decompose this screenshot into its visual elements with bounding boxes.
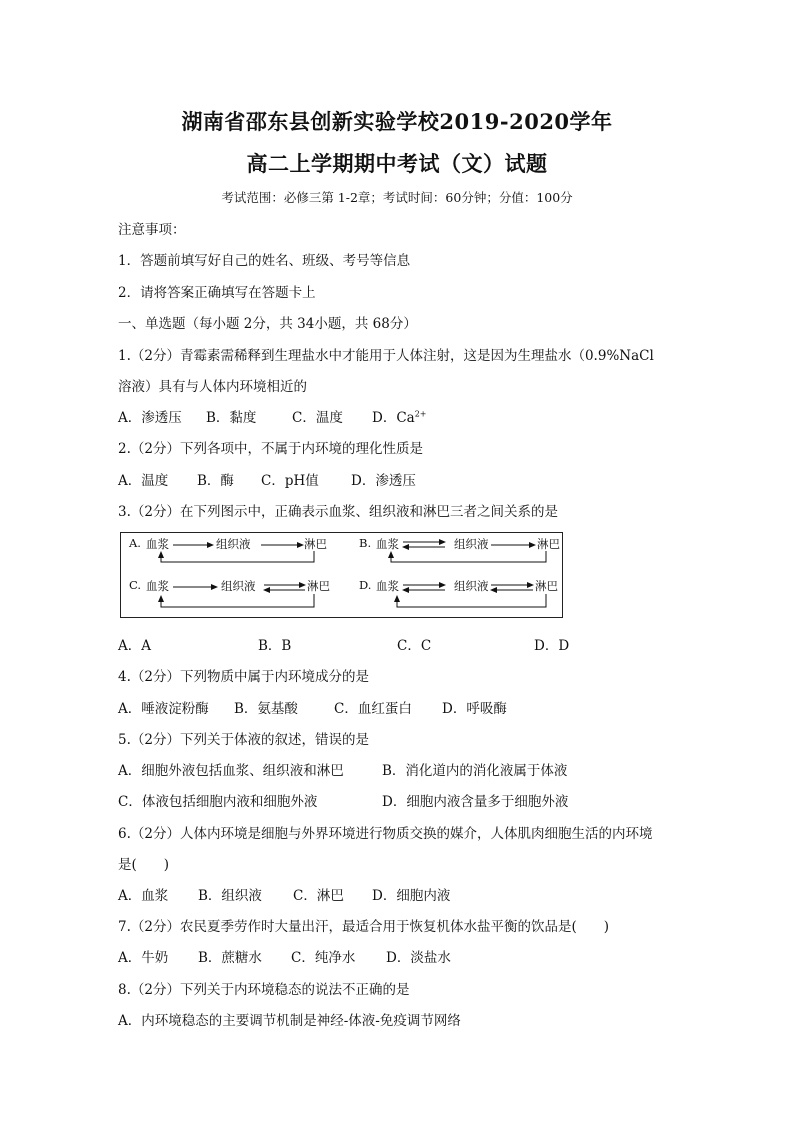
q8-stem: 8.（2分）下列关于内环境稳态的说法不正确的是: [118, 982, 410, 998]
fig-b-tissue: 组织液: [454, 537, 489, 551]
q6-option-b: B．组织液: [198, 888, 262, 904]
q3-figure-arrows: [121, 533, 562, 617]
fig-a-plasma: 血浆: [146, 537, 169, 551]
q3-option-b: B．B: [258, 638, 292, 654]
fig-b-tag: B.: [359, 536, 372, 550]
q4-option-a: A．唾液淀粉酶: [118, 701, 209, 717]
q2-option-b: B．酶: [197, 473, 234, 489]
q4-option-b: B．氨基酸: [234, 701, 298, 717]
fig-c-tissue: 组织液: [221, 579, 256, 593]
q1-option-d-sup: 2+: [414, 409, 427, 419]
notes-heading: 注意事项：: [118, 222, 186, 238]
q2-option-c: C．pH值: [261, 473, 319, 489]
title-line-2: 高二上学期期中考试（文）试题: [246, 151, 548, 176]
fig-a-lymph: 淋巴: [304, 537, 327, 551]
q1-option-d-text: D．Ca: [372, 410, 415, 426]
q5-stem: 5.（2分）下列关于体液的叙述，错误的是: [118, 732, 369, 748]
q1-option-d: [372, 406, 427, 426]
q6-option-d: D．细胞内液: [372, 888, 451, 904]
q3-figure: [120, 532, 563, 618]
q1-stem-line-2: 溶液）具有与人体内环境相近的: [118, 379, 307, 395]
q1-option-b: B．黏度: [206, 410, 257, 426]
q3-option-c: C．C: [397, 638, 432, 654]
q4-stem: 4.（2分）下列物质中属于内环境成分的是: [118, 669, 369, 685]
fig-c-plasma: 血浆: [146, 579, 169, 593]
q6-stem-line-1: 6.（2分）人体内环境是细胞与外界环境进行物质交换的媒介，人体肌肉细胞生活的内环境: [118, 826, 653, 842]
note-item-2: 2．请将答案正确填写在答题卡上: [118, 285, 316, 301]
q5-option-c: C．体液包括细胞内液和细胞外液: [118, 794, 318, 810]
fig-d-tag: D.: [359, 578, 372, 592]
q4-option-c: C．血红蛋白: [334, 701, 412, 717]
q2-option-d: D．渗透压: [351, 473, 416, 489]
fig-d-lymph: 淋巴: [535, 579, 558, 593]
q5-option-a: A．细胞外液包括血浆、组织液和淋巴: [118, 763, 344, 779]
q5-option-b: B．消化道内的消化液属于体液: [382, 763, 568, 779]
q6-stem-line-2: 是( ): [118, 857, 170, 873]
fig-a-tag: A.: [129, 536, 141, 550]
q6-option-c: C．淋巴: [293, 888, 344, 904]
q5-option-d: D．细胞内液含量多于细胞外液: [382, 794, 569, 810]
q2-stem: 2.（2分）下列各项中，不属于内环境的理化性质是: [118, 441, 423, 457]
q7-stem: 7.（2分）农民夏季劳作时大量出汗，最适合用于恢复机体水盐平衡的饮品是( ): [118, 919, 610, 935]
q3-option-a: A．A: [118, 638, 151, 654]
section-heading: 一、单选题（每小题 2分，共 34小题，共 68分）: [118, 316, 417, 332]
note-item-1: 1．答题前填写好自己的姓名、班级、考号等信息: [118, 253, 411, 269]
q4-option-d: D．呼吸酶: [442, 701, 507, 717]
q2-option-a: A．温度: [118, 473, 169, 489]
q7-option-b: B．蔗糖水: [198, 950, 262, 966]
q7-option-c: C．纯净水: [291, 950, 356, 966]
q1-option-c: C．温度: [292, 410, 343, 426]
exam-info: 考试范围：必修三第 1-2章；考试时间：60分钟；分值：100分: [221, 190, 573, 205]
fig-c-lymph: 淋巴: [307, 579, 330, 593]
q6-option-a: A．血浆: [118, 888, 169, 904]
q1-stem-line-1: 1.（2分）青霉素需稀释到生理盐水中才能用于人体注射，这是因为生理盐水（0.9%NaCl: [118, 348, 654, 364]
fig-b-lymph: 淋巴: [537, 537, 560, 551]
q8-option-a: A．内环境稳态的主要调节机制是神经-体液-免疫调节网络: [118, 1013, 461, 1029]
q7-option-d: D．淡盐水: [386, 950, 451, 966]
fig-c-tag: C.: [129, 578, 142, 592]
q3-stem: 3.（2分）在下列图示中，正确表示血浆、组织液和淋巴三者之间关系的是: [118, 504, 558, 520]
q1-option-a: A．渗透压: [118, 410, 182, 426]
title-line-1: 湖南省邵东县创新实验学校2019-2020学年: [181, 109, 613, 134]
fig-d-tissue: 组织液: [454, 579, 489, 593]
q3-option-d: D．D: [534, 638, 570, 654]
fig-d-plasma: 血浆: [376, 579, 399, 593]
fig-a-tissue: 组织液: [216, 537, 251, 551]
q7-option-a: A．牛奶: [118, 950, 169, 966]
fig-b-plasma: 血浆: [376, 537, 399, 551]
